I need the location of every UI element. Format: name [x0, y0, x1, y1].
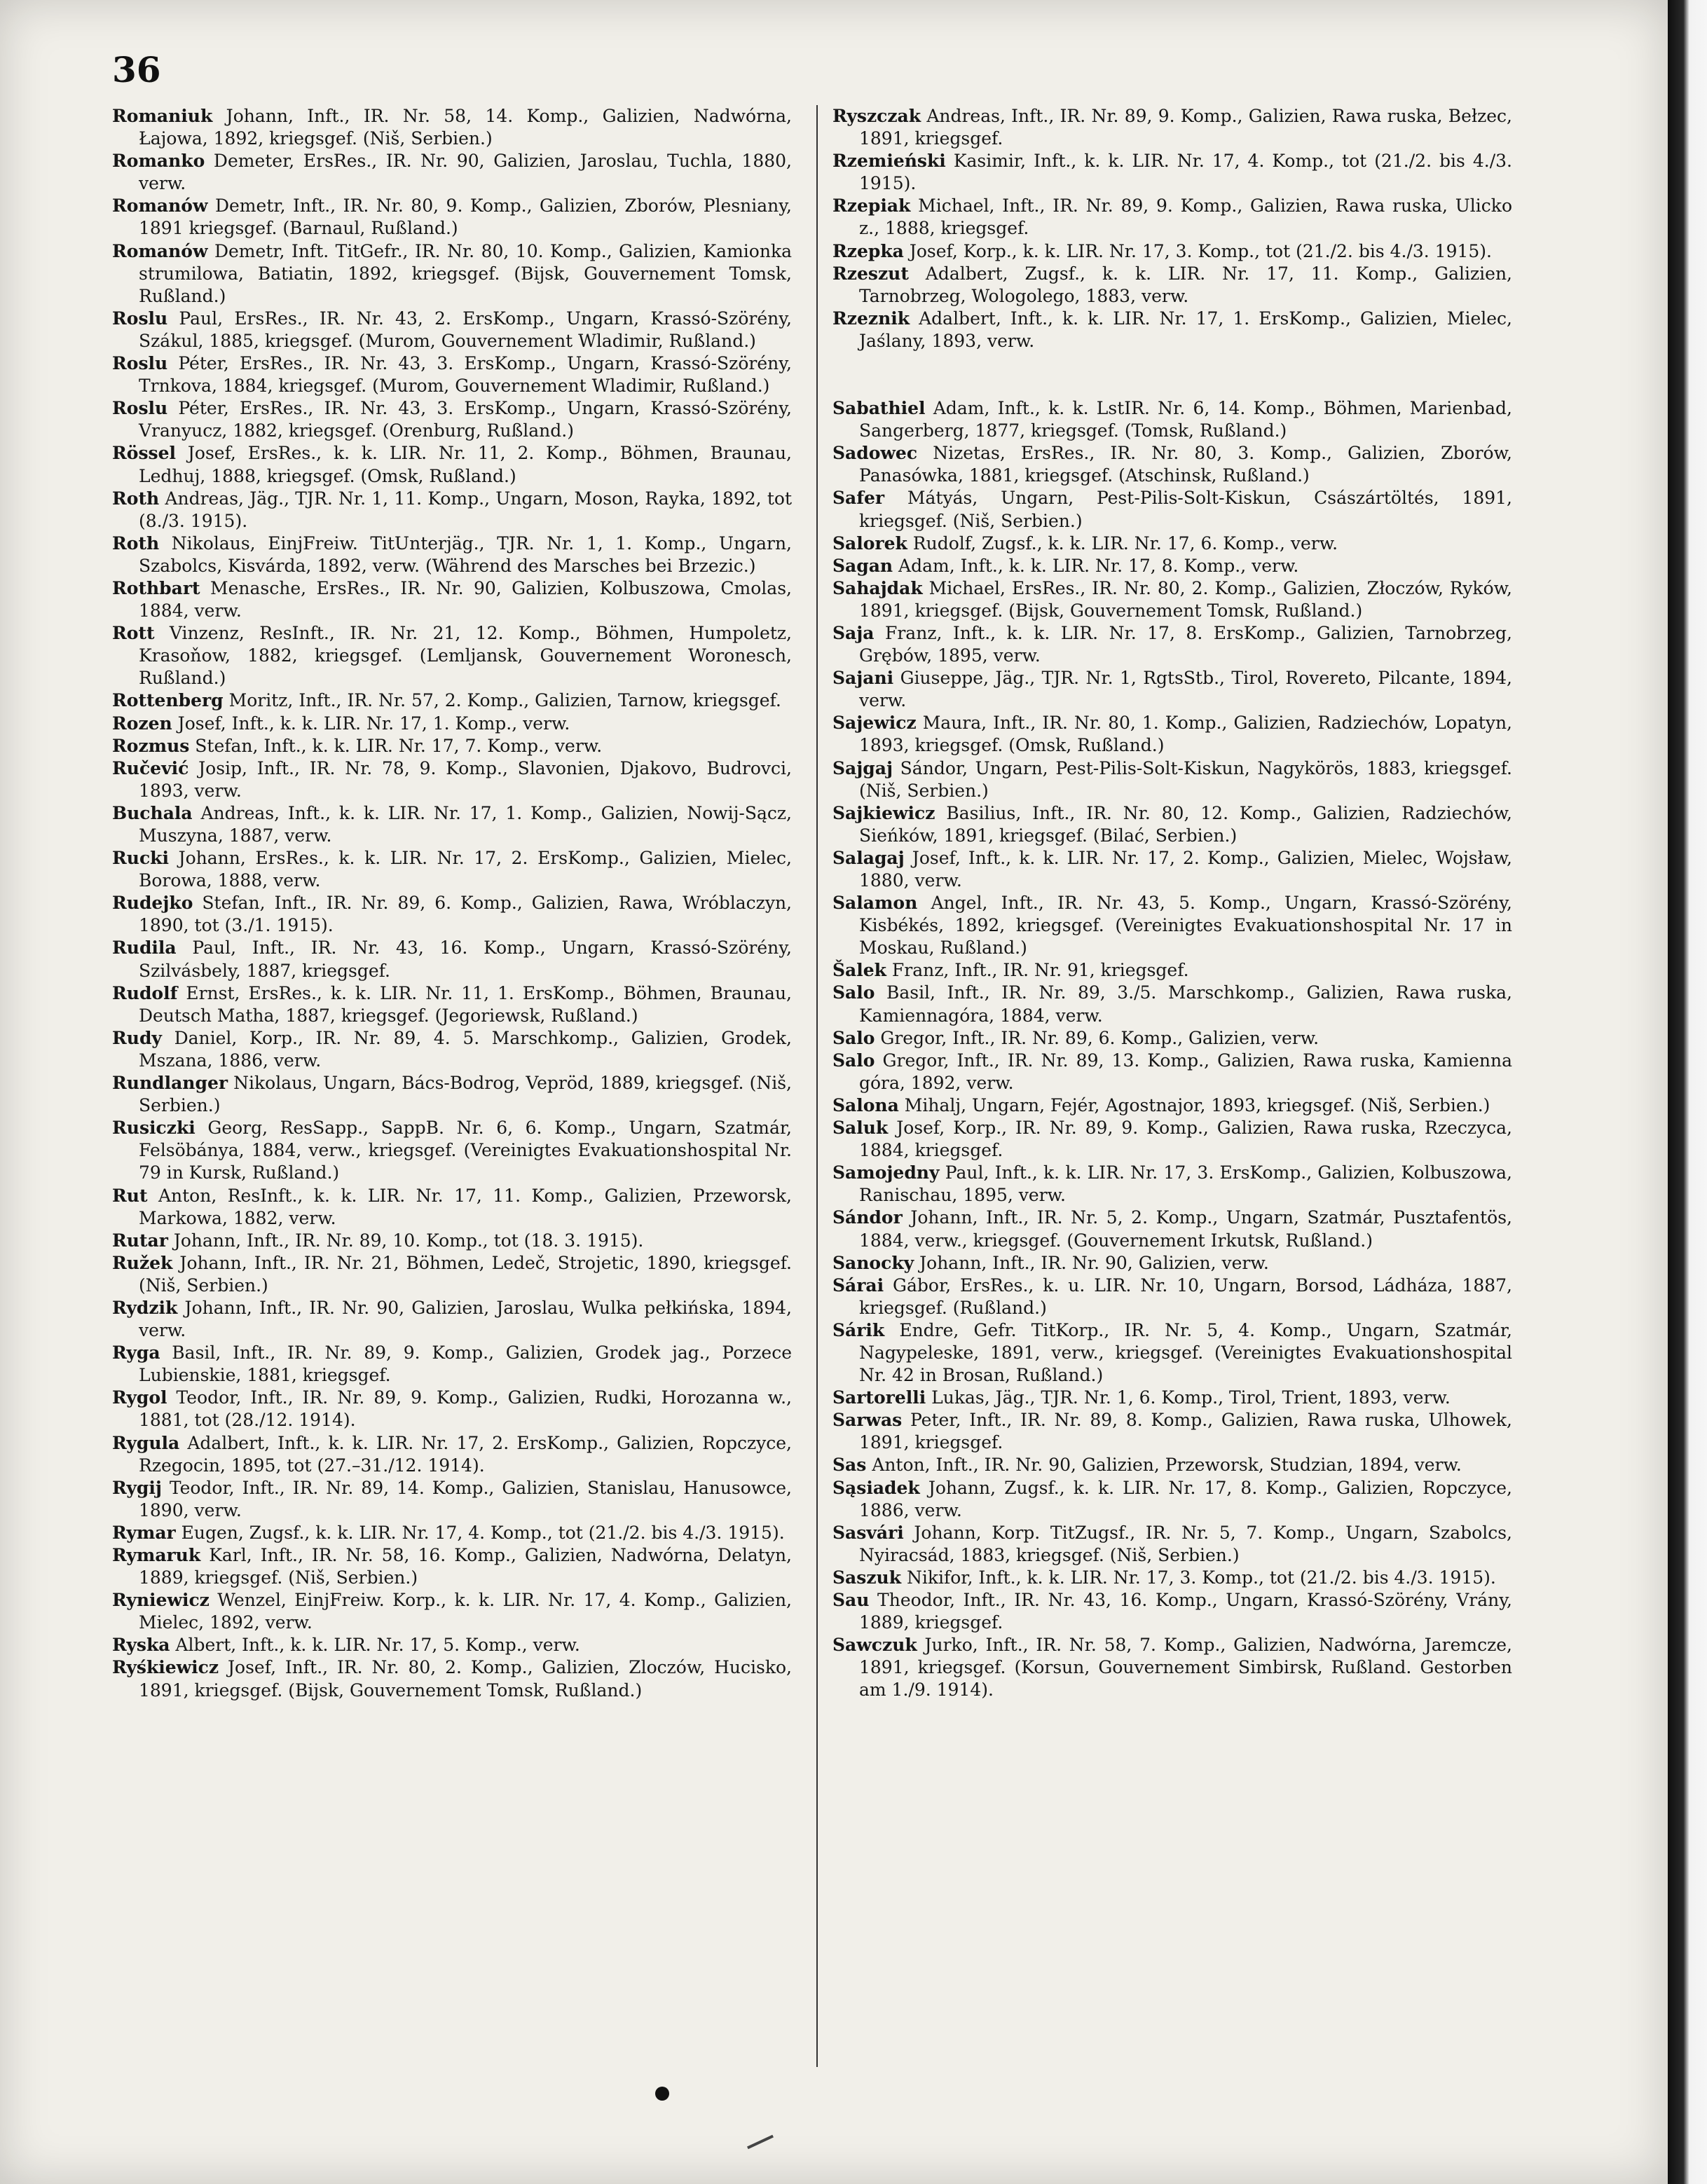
entry-details: Karl, Inft., IR. Nr. 58, 16. Komp., Galizien, Nadwórna, Delatyn, 1889, kriegsgef. (Niš, Serbien.) [139, 1545, 792, 1588]
register-entry [112, 713, 792, 735]
entry-surname: Samojedny [832, 1162, 940, 1183]
register-entry [832, 150, 1512, 195]
entry-details: Johann, ErsRes., k. k. LIR. Nr. 17, 2. ErsKomp., Galizien, Mielec, Borowa, 1888, verw. [139, 848, 792, 891]
register-entry [112, 1185, 792, 1230]
entry-surname: Roslu [112, 398, 168, 419]
register-entry [832, 892, 1512, 959]
entry-details: Gábor, ErsRes., k. u. LIR. Nr. 10, Ungarn, Borsod, Ládháza, 1887, kriegsgef. (Rußland.) [859, 1275, 1512, 1318]
entry-surname: Rut [112, 1185, 148, 1206]
entry-surname: Rottenberg [112, 690, 224, 711]
entry-details: Josip, Inft., IR. Nr. 78, 9. Komp., Slavonien, Djakovo, Budrovci, 1893, verw. [139, 757, 792, 801]
entry-details: Teodor, Inft., IR. Nr. 89, 14. Komp., Galizien, Stanislau, Hanusowce, 1890, verw. [139, 1477, 792, 1520]
entry-surname: Sadowec [832, 443, 918, 464]
register-entry [832, 263, 1512, 308]
entry-surname: Sasvári [832, 1522, 904, 1543]
register-entry [832, 1522, 1512, 1567]
entry-surname: Sándor [832, 1207, 903, 1228]
entry-surname: Romaniuk [112, 106, 213, 126]
entry-surname: Sahajdak [832, 577, 923, 598]
entry-details: Nikifor, Inft., k. k. LIR. Nr. 17, 3. Komp., tot (21./2. bis 4./3. 1915). [901, 1567, 1496, 1588]
register-entry [832, 757, 1512, 802]
entry-details: Albert, Inft., k. k. LIR. Nr. 17, 5. Komp., verw. [170, 1635, 580, 1656]
register-entry [112, 802, 792, 847]
entry-surname: Rutar [112, 1230, 168, 1251]
register-entry [112, 1432, 792, 1477]
register-entry [112, 937, 792, 982]
register-entry [832, 622, 1512, 667]
entry-details: Mihalj, Ungarn, Fejér, Agostnajor, 1893, kriegsgef. (Niš, Serbien.) [898, 1094, 1490, 1115]
entry-details: Josef, ErsRes., k. k. LIR. Nr. 11, 2. Komp., Böhmen, Braunau, Ledhuj, 1888, kriegsgef. (Omsk, Rußland.) [139, 443, 792, 486]
entry-details: Peter, Inft., IR. Nr. 89, 8. Komp., Galizien, Rawa ruska, Ulhowek, 1891, kriegsgef. [859, 1410, 1512, 1453]
entry-details: Johann, Inft., IR. Nr. 21, Böhmen, Ledeč, Strojetic, 1890, kriegsgef. (Niš, Serbien.) [139, 1252, 792, 1296]
register-entry [832, 1477, 1512, 1522]
entry-surname: Rzeszut [832, 263, 909, 284]
register-entry [112, 892, 792, 937]
register-entry [832, 487, 1512, 532]
entry-details: Demeter, ErsRes., IR. Nr. 90, Galizien, Jaroslau, Tuchla, 1880, verw. [139, 151, 792, 194]
entry-surname: Sárai [832, 1275, 884, 1296]
entry-details: Lukas, Jäg., TJR. Nr. 1, 6. Komp., Tirol, Trient, 1893, verw. [926, 1387, 1451, 1408]
register-entry [832, 1050, 1512, 1094]
entry-surname: Rydzik [112, 1297, 178, 1318]
register-entry [832, 1567, 1512, 1589]
entry-surname: Saja [832, 622, 875, 643]
entry-surname: Saszuk [832, 1567, 902, 1588]
entry-surname: Rott [112, 623, 155, 644]
register-entry [112, 1230, 792, 1252]
register-entry [112, 1656, 792, 1701]
entry-details: Basilius, Inft., IR. Nr. 80, 12. Komp., Galizien, Radziechów, Sieńków, 1891, kriegsgef. (Bilać, Serbien.) [859, 802, 1512, 846]
register-entry [112, 847, 792, 892]
entry-surname: Sawczuk [832, 1635, 917, 1656]
entry-surname: Rzepka [832, 240, 904, 261]
entry-details: Nizetas, ErsRes., IR. Nr. 80, 3. Komp., Galizien, Zborów, Panasówka, 1881, kriegsgef. (Atschinsk, Rußland.) [859, 443, 1512, 486]
register-entry [112, 442, 792, 487]
entry-surname: Ryśkiewicz [112, 1657, 219, 1678]
entry-details: Adalbert, Inft., k. k. LIR. Nr. 17, 1. ErsKomp., Galizien, Mielec, Jaślany, 1893, verw. [859, 308, 1512, 351]
register-entry [112, 757, 792, 802]
entry-details: Vinzenz, ResInft., IR. Nr. 21, 12. Komp., Böhmen, Humpoletz, Krasoňow, 1882, kriegsgef. (Lemljansk, Gouvernement Woronesch, Rußland.) [139, 623, 792, 689]
register-entry [832, 195, 1512, 240]
entry-surname: Rymaruk [112, 1545, 201, 1565]
entry-surname: Ryniewicz [112, 1590, 210, 1611]
entry-details: Josef, Inft., IR. Nr. 80, 2. Komp., Galizien, Zloczów, Hucisko, 1891, kriegsgef. (Bijsk, Gouvernement Tomsk, Rußland.) [139, 1657, 792, 1701]
entry-details: Johann, Inft., IR. Nr. 90, Galizien, verw. [914, 1252, 1269, 1273]
register-entry [112, 488, 792, 533]
ink-dot [655, 2087, 669, 2101]
register-entry [112, 1387, 792, 1431]
register-entry [832, 1027, 1512, 1050]
entry-surname: Sabathiel [832, 398, 926, 419]
section-gap [832, 352, 1512, 397]
entry-details: Anton, ResInft., k. k. LIR. Nr. 17, 11. Komp., Galizien, Przeworsk, Markowa, 1882, verw. [139, 1185, 792, 1228]
entry-surname: Rundlanger [112, 1073, 228, 1094]
column-divider [816, 105, 818, 2067]
entry-details: Paul, Inft., IR. Nr. 43, 16. Komp., Ungarn, Krassó-Szörény, Szilvásbely, 1887, kriegsgef. [139, 938, 792, 981]
register-entry [832, 959, 1512, 982]
entry-details: Kasimir, Inft., k. k. LIR. Nr. 17, 4. Komp., tot (21./2. bis 4./3. 1915). [859, 151, 1512, 194]
right-column [832, 105, 1512, 2095]
register-entry [112, 689, 792, 712]
entry-surname: Sanocky [832, 1252, 914, 1273]
entry-surname: Roslu [112, 308, 168, 329]
page-number: 36 [112, 49, 161, 90]
left-column [112, 105, 792, 2095]
register-entry [832, 1275, 1512, 1319]
register-entry [832, 667, 1512, 712]
entry-details: Eugen, Zugsf., k. k. LIR. Nr. 17, 4. Komp., tot (21./2. bis 4./3. 1915). [175, 1522, 785, 1543]
entry-details: Angel, Inft., IR. Nr. 43, 5. Komp., Ungarn, Krassó-Szörény, Kisbékés, 1892, kriegsgef. (Vereinigtes Evakuationshospital Nr. 17 in Moskau, Rußland.) [859, 893, 1512, 959]
entry-surname: Roslu [112, 353, 168, 374]
entry-surname: Sárik [832, 1319, 885, 1340]
entry-details: Jurko, Inft., IR. Nr. 58, 7. Komp., Galizien, Nadwórna, Jaremcze, 1891, kriegsgef. (Korsun, Gouvernement Simbirsk, Rußland. Gestorben am 1./9. 1914). [859, 1635, 1512, 1701]
entry-details: Nikolaus, EinjFreiw. TitUnterjäg., TJR. Nr. 1, 1. Komp., Ungarn, Szabolcs, Kisvárda, 1892, verw. (Während des Marsches bei Brzezic.) [139, 533, 792, 576]
register-entry [832, 1454, 1512, 1476]
entry-details: Péter, ErsRes., IR. Nr. 43, 3. ErsKomp., Ungarn, Krassó-Szörény, Vranyucz, 1882, kriegsgef. (Orenburg, Rußland.) [139, 398, 792, 441]
entry-details: Andreas, Inft., k. k. LIR. Nr. 17, 1. Komp., Galizien, Nowij-Sącz, Muszyna, 1887, verw. [139, 802, 792, 846]
entry-details: Adalbert, Inft., k. k. LIR. Nr. 17, 2. ErsKomp., Galizien, Ropczyce, Rzegocin, 1895, tot (27.–31./12. 1914). [139, 1432, 792, 1476]
entry-surname: Ručević [112, 757, 189, 778]
entry-surname: Romanów [112, 195, 208, 217]
entry-surname: Rucki [112, 848, 169, 869]
register-entry [112, 352, 792, 397]
entry-details: Rudolf, Zugsf., k. k. LIR. Nr. 17, 6. Komp., verw. [907, 533, 1338, 554]
entry-surname: Rozmus [112, 735, 190, 756]
register-entry [832, 712, 1512, 757]
entry-details: Johann, Korp. TitZugsf., IR. Nr. 5, 7. Komp., Ungarn, Szabolcs, Nyiracsád, 1883, kriegsgef. (Niš, Serbien.) [859, 1522, 1512, 1565]
entry-details: Péter, ErsRes., IR. Nr. 43, 3. ErsKomp., Ungarn, Krassó-Szörény, Trnkova, 1884, kriegsgef. (Murom, Gouvernement Wladimir, Rußland.) [139, 353, 792, 397]
register-entry [112, 1117, 792, 1184]
entry-surname: Sas [832, 1455, 867, 1476]
entry-details: Theodor, Inft., IR. Nr. 43, 16. Komp., Ungarn, Krassó-Szörény, Vrány, 1889, kriegsgef. [859, 1590, 1512, 1633]
register-entry [112, 1072, 792, 1117]
entry-surname: Salorek [832, 533, 907, 554]
register-entry [112, 1252, 792, 1297]
entry-details: Johann, Zugsf., k. k. LIR. Nr. 17, 8. Komp., Galizien, Ropczyce, 1886, verw. [859, 1477, 1512, 1520]
entry-details: Maura, Inft., IR. Nr. 80, 1. Komp., Galizien, Radziechów, Lopatyn, 1893, kriegsgef. (Omsk, Rußland.) [859, 713, 1512, 756]
register-entry [832, 577, 1512, 622]
register-entry [112, 1589, 792, 1634]
entry-details: Gregor, Inft., IR. Nr. 89, 13. Komp., Galizien, Rawa ruska, Kamienna góra, 1892, verw. [859, 1050, 1512, 1093]
entry-details: Johann, Inft., IR. Nr. 90, Galizien, Jaroslau, Wulka pełkińska, 1894, verw. [139, 1297, 792, 1341]
entry-details: Georg, ResSapp., SappB. Nr. 6, 6. Komp., Ungarn, Szatmár, Felsöbánya, 1884, verw., kriegsgef. (Vereinigtes Evakuationshospital Nr. 79 in Kursk, Rußland.) [139, 1118, 792, 1183]
entry-details: Stefan, Inft., IR. Nr. 89, 6. Komp., Galizien, Rawa, Wróblaczyn, 1890, tot (3./1. 1915). [139, 893, 792, 936]
register-entry [832, 1094, 1512, 1117]
scan-edge [1668, 0, 1707, 2184]
register-entry [832, 1207, 1512, 1251]
register-entry [832, 1117, 1512, 1162]
entry-surname: Sajkiewicz [832, 802, 935, 823]
register-entry [832, 555, 1512, 577]
register-entry [112, 1544, 792, 1589]
entry-surname: Romanko [112, 151, 205, 172]
entry-surname: Rudila [112, 938, 177, 959]
entry-details: Paul, ErsRes., IR. Nr. 43, 2. ErsKomp., Ungarn, Krassó-Szörény, Szákul, 1885, kriegsgef. (Murom, Gouvernement Wladimir, Rußland.) [139, 308, 792, 351]
register-entry [832, 982, 1512, 1026]
register-entry [112, 577, 792, 622]
entry-surname: Sau [832, 1590, 870, 1610]
register-entry [832, 1634, 1512, 1701]
entry-surname: Salona [832, 1094, 899, 1115]
entry-surname: Salagaj [832, 847, 905, 868]
entry-details: Mátyás, Ungarn, Pest-Pilis-Solt-Kiskun, Császártöltés, 1891, kriegsgef. (Niš, Serbien.) [859, 488, 1512, 531]
register-entry [112, 195, 792, 240]
register-entry [112, 1342, 792, 1387]
register-entry [112, 308, 792, 352]
entry-details: Franz, Inft., IR. Nr. 91, kriegsgef. [886, 960, 1189, 981]
entry-details: Michael, ErsRes., IR. Nr. 80, 2. Komp., Galizien, Złoczów, Ryków, 1891, kriegsgef. (Bijsk, Gouvernement Tomsk, Rußland.) [859, 577, 1512, 621]
entry-details: Demetr, Inft. TitGefr., IR. Nr. 80, 10. Komp., Galizien, Kamionka strumilowa, Batiatin, 1892, kriegsgef. (Bijsk, Gouvernement Tomsk, Rußland.) [139, 240, 792, 306]
entry-surname: Rudy [112, 1027, 162, 1048]
entry-details: Daniel, Korp., IR. Nr. 89, 4. 5. Marschkomp., Galizien, Grodek, Mszana, 1886, verw. [139, 1027, 792, 1071]
entry-details: Michael, Inft., IR. Nr. 89, 9. Komp., Galizien, Rawa ruska, Ulicko z., 1888, kriegsgef. [859, 195, 1512, 239]
entry-surname: Salamon [832, 893, 918, 914]
right-column-section-s [832, 397, 1512, 1701]
entry-surname: Rudolf [112, 982, 178, 1003]
register-entry [112, 1297, 792, 1342]
register-entry [112, 533, 792, 577]
entry-surname: Salo [832, 1027, 875, 1048]
entry-details: Basil, Inft., IR. Nr. 89, 9. Komp., Galizien, Grodek jag., Porzece Lubienskie, 1881, kriegsgef. [139, 1342, 792, 1386]
register-entry [832, 442, 1512, 487]
register-entry [832, 1387, 1512, 1409]
entry-details: Andreas, Inft., IR. Nr. 89, 9. Komp., Galizien, Rawa ruska, Bełzec, 1891, kriegsgef. [859, 106, 1512, 149]
register-entry [832, 1319, 1512, 1387]
entry-details: Teodor, Inft., IR. Nr. 89, 9. Komp., Galizien, Rudki, Horozanna w., 1881, tot (28./12. 1914). [139, 1387, 792, 1431]
entry-details: Giuseppe, Jäg., TJR. Nr. 1, RgtsStb., Tirol, Rovereto, Pilcante, 1894, verw. [859, 668, 1512, 711]
entry-details: Sándor, Ungarn, Pest-Pilis-Solt-Kiskun, Nagykörös, 1883, kriegsgef. (Niš, Serbien.) [859, 757, 1512, 801]
register-entry [832, 847, 1512, 892]
entry-surname: Rzemieński [832, 151, 946, 172]
entry-details: Adam, Inft., k. k. LIR. Nr. 17, 8. Komp., verw. [893, 555, 1299, 576]
entry-surname: Rygol [112, 1387, 167, 1408]
register-entry [112, 735, 792, 757]
register-entry [112, 1634, 792, 1656]
register-entry [832, 533, 1512, 555]
entry-details: Adam, Inft., k. k. LstIR. Nr. 6, 14. Komp., Böhmen, Marienbad, Sangerberg, 1877, kriegsgef. (Tomsk, Rußland.) [859, 398, 1512, 441]
register-entry [832, 308, 1512, 352]
ink-mark [747, 2135, 774, 2150]
entry-surname: Rössel [112, 443, 177, 464]
entry-surname: Saluk [832, 1118, 889, 1139]
entry-details: Demetr, Inft., IR. Nr. 80, 9. Komp., Galizien, Zborów, Plesniany, 1891 kriegsgef. (Barnaul, Rußland.) [139, 195, 792, 239]
entry-surname: Rymar [112, 1522, 176, 1543]
register-entry [112, 105, 792, 150]
entry-details: Endre, Gefr. TitKorp., IR. Nr. 5, 4. Komp., Ungarn, Szatmár, Nagypeleske, 1891, verw., kriegsgef. (Vereinigtes Evakuationshospital Nr. 42 in Brosan, Rußland.) [859, 1319, 1512, 1386]
entry-surname: Rothbart [112, 577, 200, 598]
entry-details: Menasche, ErsRes., IR. Nr. 90, Galizien, Kolbuszowa, Cmolas, 1884, verw. [139, 577, 792, 621]
entry-details: Johann, Inft., IR. Nr. 5, 2. Komp., Ungarn, Szatmár, Pusztafentös, 1884, verw., kriegsgef. (Gouvernement Irkutsk, Rußland.) [859, 1207, 1512, 1251]
register-entry [112, 982, 792, 1027]
register-entry [832, 240, 1512, 263]
entry-surname: Rygij [112, 1477, 162, 1498]
right-column-section-r [832, 105, 1512, 352]
entry-surname: Roth [112, 488, 160, 509]
entry-surname: Ružek [112, 1252, 173, 1273]
entry-details: Johann, Inft., IR. Nr. 58, 14. Komp., Galizien, Nadwórna, Łajowa, 1892, kriegsgef. (Niš, Serbien.) [139, 106, 792, 149]
entry-surname: Ryska [112, 1635, 170, 1656]
entry-details: Adalbert, Zugsf., k. k. LIR. Nr. 17, 11. Komp., Galizien, Tarnobrzeg, Wologolego, 1883, verw. [859, 263, 1512, 306]
register-entry [112, 1477, 792, 1522]
entry-surname: Ryszczak [832, 106, 921, 126]
entry-surname: Buchala [112, 802, 193, 823]
register-entry [112, 622, 792, 689]
entry-details: Gregor, Inft., IR. Nr. 89, 6. Komp., Galizien, verw. [875, 1027, 1319, 1048]
entry-surname: Romanów [112, 240, 208, 261]
entry-details: Paul, Inft., k. k. LIR. Nr. 17, 3. ErsKomp., Galizien, Kolbuszowa, Ranischau, 1895, verw. [859, 1162, 1512, 1206]
entry-surname: Rudejko [112, 893, 193, 914]
entry-details: Nikolaus, Ungarn, Bács-Bodrog, Vepröd, 1889, kriegsgef. (Niš, Serbien.) [139, 1073, 792, 1116]
entry-details: Franz, Inft., k. k. LIR. Nr. 17, 8. ErsKomp., Galizien, Tarnobrzeg, Grębów, 1895, verw. [859, 622, 1512, 666]
register-entry [112, 397, 792, 442]
register-entry [832, 1589, 1512, 1634]
register-entry [832, 1409, 1512, 1454]
entry-details: Andreas, Jäg., TJR. Nr. 1, 11. Komp., Ungarn, Moson, Rayka, 1892, tot (8./3. 1915). [139, 488, 792, 531]
entry-details: Ernst, ErsRes., k. k. LIR. Nr. 11, 1. ErsKomp., Böhmen, Braunau, Deutsch Matha, 1887, kriegsgef. (Jegoriewsk, Rußland.) [139, 982, 792, 1026]
entry-details: Anton, Inft., IR. Nr. 90, Galizien, Przeworsk, Studzian, 1894, verw. [866, 1455, 1462, 1476]
register-entry [112, 150, 792, 195]
entry-surname: Sajewicz [832, 713, 917, 734]
entry-surname: Rozen [112, 713, 172, 734]
register-entry [112, 1027, 792, 1072]
entry-details: Johann, Inft., IR. Nr. 89, 10. Komp., tot (18. 3. 1915). [167, 1230, 644, 1251]
entry-details: Josef, Inft., k. k. LIR. Nr. 17, 2. Komp., Galizien, Mielec, Wojsław, 1880, verw. [859, 847, 1512, 891]
entry-surname: Rzepiak [832, 195, 911, 217]
entry-details: Wenzel, EinjFreiw. Korp., k. k. LIR. Nr. 17, 4. Komp., Galizien, Mielec, 1892, verw. [139, 1590, 792, 1633]
entry-surname: Sajani [832, 668, 894, 689]
entry-details: Basil, Inft., IR. Nr. 89, 3./5. Marschkomp., Galizien, Rawa ruska, Kamiennagóra, 1884, verw. [859, 982, 1512, 1026]
register-entry [112, 1522, 792, 1544]
entry-surname: Safer [832, 488, 885, 509]
entry-surname: Sajgaj [832, 757, 893, 778]
entry-surname: Rzeznik [832, 308, 910, 329]
register-entry [112, 240, 792, 308]
entry-details: Josef, Korp., IR. Nr. 89, 9. Komp., Galizien, Rawa ruska, Rzeczyca, 1884, kriegsgef. [859, 1118, 1512, 1161]
register-entry [832, 105, 1512, 150]
entry-surname: Šalek [832, 960, 886, 981]
entry-details: Moritz, Inft., IR. Nr. 57, 2. Komp., Galizien, Tarnow, kriegsgef. [223, 690, 781, 711]
entry-surname: Salo [832, 982, 875, 1003]
register-entry [832, 1162, 1512, 1207]
entry-surname: Roth [112, 533, 160, 554]
entry-surname: Sartorelli [832, 1387, 926, 1408]
entry-surname: Sagan [832, 555, 893, 576]
entry-details: Josef, Inft., k. k. LIR. Nr. 17, 1. Komp., verw. [172, 713, 570, 734]
entry-surname: Salo [832, 1050, 875, 1071]
entry-surname: Rusiczki [112, 1118, 196, 1139]
entry-surname: Sarwas [832, 1410, 903, 1431]
entry-surname: Ryga [112, 1342, 160, 1364]
register-entry [832, 397, 1512, 442]
entry-details: Josef, Korp., k. k. LIR. Nr. 17, 3. Komp., tot (21./2. bis 4./3. 1915). [903, 240, 1493, 261]
register-entry [832, 1252, 1512, 1275]
entry-surname: Rygula [112, 1432, 180, 1453]
entry-surname: Sąsiadek [832, 1477, 920, 1498]
entry-details: Stefan, Inft., k. k. LIR. Nr. 17, 7. Komp., verw. [189, 735, 603, 756]
register-entry [832, 802, 1512, 847]
